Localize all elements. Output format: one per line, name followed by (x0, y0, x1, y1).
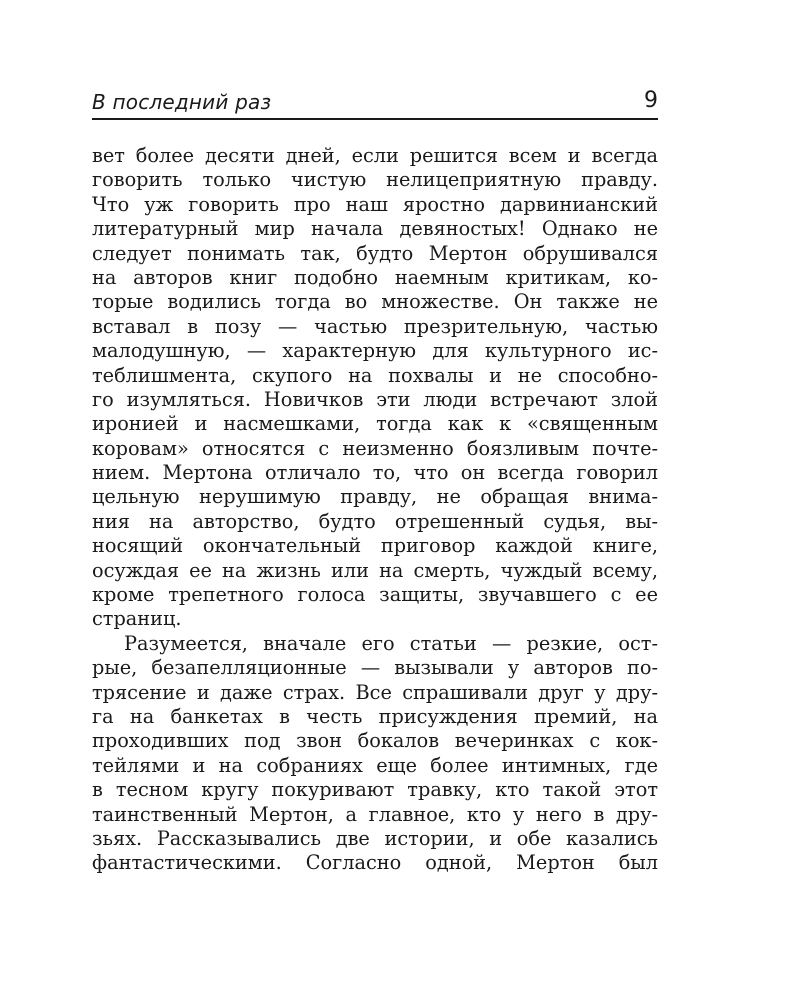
text-line: осуждая ее на жизнь или на смерть, чуждый всему, (92, 558, 658, 582)
text-line: тейлями и на собраниях еще более интимных, где (92, 753, 658, 777)
text-line: кроме трепетного голоса защиты, звучавшего с ее (92, 583, 658, 607)
text-line: го изумляться. Новичков эти люди встречают злой (92, 387, 658, 411)
text-line: страниц. (92, 607, 182, 631)
text-line: проходивших под звон бокалов вечеринках с кок- (92, 729, 658, 753)
text-line: носящий окончательный приговор каждой книге, (92, 534, 658, 558)
text-line: ния на авторство, будто отрешенный судья, вы- (92, 509, 658, 533)
text-line: коровам» относятся с неизменно боязливым почте- (92, 436, 658, 460)
running-title: В последний раз (92, 90, 272, 114)
text-line: литературный мир начала девяностых! Однако не (92, 217, 658, 241)
text-line: нием. Мертона отличало то, что он всегда говорил (92, 461, 658, 485)
page-number: 9 (644, 88, 658, 113)
text-line: теблишмента, скупого на похвалы и не способно- (92, 363, 658, 387)
text-line: вставал в позу — частью презрительную, частью (92, 314, 658, 338)
text-line: таинственный Мертон, а главное, кто у него в дру- (92, 802, 658, 826)
text-line: фантастическими. Согласно одной, Мертон был (92, 851, 658, 875)
text-line: следует понимать так, будто Мертон обрушивался (92, 241, 658, 265)
running-header (92, 88, 658, 120)
text-line: цельную нерушимую правду, не обращая внима- (92, 485, 658, 509)
body-text (92, 144, 658, 876)
text-line: рые, безапелляционные — вызывали у авторов по- (92, 656, 658, 680)
text-line: на авторов книг подобно наемным критикам, ко- (92, 265, 658, 289)
text-line: малодушную, — характерную для культурного ис- (92, 339, 658, 363)
text-line: га на банкетах в честь присуждения премий, на (92, 704, 658, 728)
text-line: зьях. Рассказывались две истории, и обе казались (92, 826, 658, 850)
text-line: трясение и даже страх. Все спрашивали друг у дру- (92, 680, 658, 704)
text-line: Разумеется, вначале его статьи — резкие, ост- (124, 631, 658, 655)
text-line: иронией и насмешками, тогда как к «священным (92, 412, 658, 436)
text-line: Что уж говорить про наш яростно дарвинианский (92, 192, 658, 216)
text-line: торые водились тогда во множестве. Он также не (92, 290, 658, 314)
text-line: говорить только чистую нелицеприятную правду. (92, 168, 658, 192)
text-line: в тесном кругу покуривают травку, кто такой этот (92, 778, 658, 802)
text-line: вет более десяти дней, если решится всем и всегда (92, 144, 658, 167)
